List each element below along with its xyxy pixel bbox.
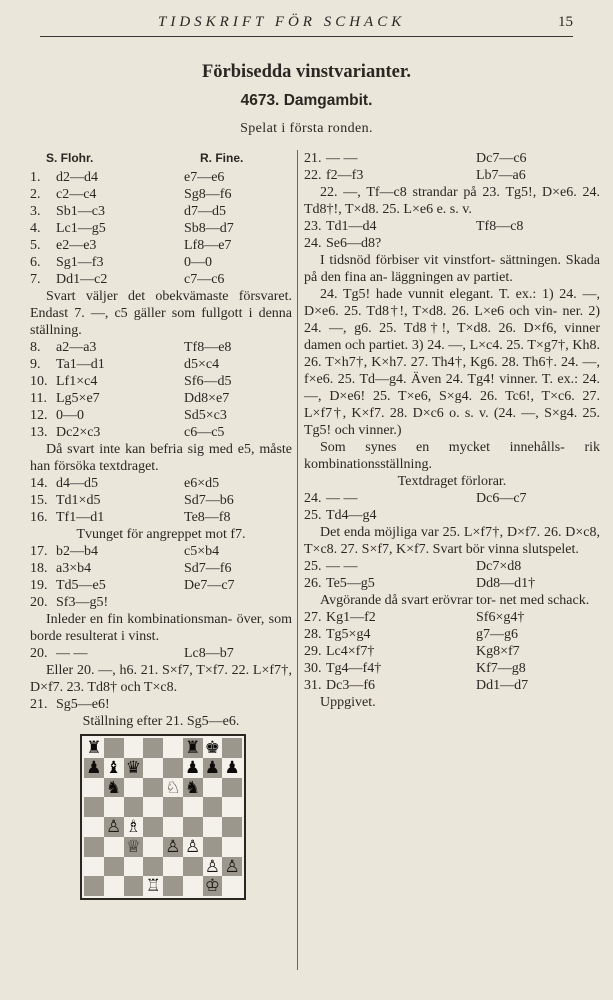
move-number: 2. bbox=[30, 187, 41, 202]
move-row bbox=[30, 594, 292, 611]
white-move: — — bbox=[326, 151, 358, 166]
black-move: Dd8×e7 bbox=[184, 391, 230, 406]
caption: Textdraget förlorar. bbox=[397, 474, 507, 489]
board-square bbox=[163, 738, 183, 758]
move-number: 24. bbox=[304, 236, 322, 251]
move-row bbox=[30, 645, 292, 662]
white-move: Tf1—d1 bbox=[56, 510, 105, 525]
board-square bbox=[222, 837, 242, 857]
board-square bbox=[203, 778, 223, 798]
annotation-line: Då svart inte kan befria sig med bbox=[46, 442, 233, 457]
black-move: c6—c5 bbox=[184, 425, 225, 440]
chess-piece-icon: ♜ bbox=[185, 738, 201, 758]
white-move: e2—e3 bbox=[56, 238, 97, 253]
chess-piece-icon: ♕ bbox=[125, 836, 141, 857]
black-move: De7—c7 bbox=[184, 578, 235, 593]
board-square bbox=[222, 797, 242, 817]
annotation-line: Avgörande då svart erövrar tor- bbox=[320, 593, 496, 608]
move-row bbox=[30, 696, 292, 713]
chess-piece-icon: ♙ bbox=[185, 836, 201, 857]
move-row bbox=[30, 237, 292, 254]
annotation-line: T. ex.: 1) 24. —, D×e6. 25. bbox=[304, 287, 601, 319]
board-square bbox=[124, 738, 144, 758]
annotation-line: T×f7. 22. L×f7†, D×f7. 23. bbox=[30, 663, 293, 695]
black-move: Tf8—e8 bbox=[184, 340, 232, 355]
black-move: Dc7×d8 bbox=[476, 559, 522, 574]
move-row bbox=[304, 167, 600, 184]
white-move: Lc1—g5 bbox=[56, 221, 106, 236]
move-row bbox=[30, 220, 292, 237]
annotation-paragraph bbox=[304, 524, 600, 558]
white-move: 0—0 bbox=[56, 408, 84, 423]
board-square bbox=[124, 876, 144, 896]
chess-piece-icon: ♙ bbox=[224, 856, 240, 877]
move-row bbox=[30, 492, 292, 509]
caption: Ställning efter 21. Sg5—e6. bbox=[82, 714, 240, 729]
white-move: Td4—g4 bbox=[326, 508, 377, 523]
board-square bbox=[163, 797, 183, 817]
black-move: e7—e6 bbox=[184, 170, 225, 185]
board-square bbox=[84, 857, 104, 877]
black-move: Te8—f8 bbox=[184, 510, 231, 525]
chess-piece-icon: ♙ bbox=[165, 836, 181, 857]
black-move bbox=[184, 594, 292, 611]
white-move: Ta1—d1 bbox=[56, 357, 105, 372]
move-row bbox=[304, 643, 600, 660]
board-square bbox=[104, 857, 124, 877]
move-row bbox=[30, 356, 292, 373]
move-number: 10. bbox=[30, 374, 48, 389]
white-move: Td1—d4 bbox=[326, 219, 377, 234]
move-row bbox=[30, 475, 292, 492]
move-number: 8. bbox=[30, 340, 41, 355]
board-square bbox=[84, 797, 104, 817]
white-move: a2—a3 bbox=[56, 340, 97, 355]
move-number: 21. bbox=[304, 151, 322, 166]
annotation-paragraph bbox=[30, 611, 292, 645]
annotation-line: 27. Th4†, Kg6. 28. Th6†. 24. —, bbox=[410, 355, 601, 370]
annotation-line: försvaret. Endast 7. —, c5 gäller bbox=[30, 289, 292, 321]
black-move: Sd7—f6 bbox=[184, 561, 232, 576]
white-move: d2—d4 bbox=[56, 170, 98, 185]
annotation-line: e5, måste han försöka textdraget. bbox=[30, 442, 293, 474]
white-move: Se6—d8? bbox=[326, 236, 382, 251]
chess-piece-icon: ♟ bbox=[204, 757, 220, 778]
white-move: Lg5×e7 bbox=[56, 391, 100, 406]
chess-piece-icon: ♛ bbox=[125, 757, 141, 778]
board-square bbox=[104, 837, 124, 857]
move-number: 22. bbox=[304, 168, 322, 183]
move-number: 27. bbox=[304, 610, 322, 625]
chess-piece-icon: ♗ bbox=[125, 817, 141, 837]
annotation-paragraph bbox=[30, 441, 292, 475]
board-square bbox=[163, 857, 183, 877]
annotation-line: 25. Tg5! och vinner.) bbox=[304, 406, 601, 438]
white-move: f2—f3 bbox=[326, 168, 364, 183]
white-move: Lc4×f7† bbox=[326, 644, 375, 659]
black-move: Sd7—b6 bbox=[184, 493, 234, 508]
board-square bbox=[222, 817, 242, 837]
annotation-line: D×e6! 25. T×e6, S×g4. 26. bbox=[329, 389, 498, 404]
move-number: 16. bbox=[30, 510, 48, 525]
move-row bbox=[30, 373, 292, 390]
board-square bbox=[84, 837, 104, 857]
black-move: Dd1—d7 bbox=[476, 678, 529, 693]
chess-piece-icon: ♝ bbox=[106, 757, 122, 778]
annotation-paragraph bbox=[304, 286, 600, 439]
black-move: g7—g6 bbox=[476, 627, 518, 642]
annotation-line: 24. Tg5! hade vunnit elegant. bbox=[320, 287, 494, 302]
annotation-line: Tg4! vinner. T. ex.: 24. —, bbox=[304, 372, 600, 404]
board-square bbox=[143, 797, 163, 817]
move-number: 3. bbox=[30, 204, 41, 219]
white-move: Tg5×g4 bbox=[326, 627, 371, 642]
move-number: 30. bbox=[304, 661, 322, 676]
move-number: 13. bbox=[30, 425, 48, 440]
annotation-line: sättningen. Skada på den fina an- bbox=[304, 253, 601, 285]
move-number: 7. bbox=[30, 272, 41, 287]
game-number: 4673. bbox=[240, 92, 280, 109]
annotation-line: rik kombinationsställning. bbox=[304, 440, 600, 472]
black-move: 0—0 bbox=[184, 255, 212, 270]
white-move: Sg5—e6! bbox=[56, 697, 110, 712]
annotation-line: Uppgivet. bbox=[320, 695, 376, 710]
annotation-paragraph bbox=[304, 184, 600, 218]
move-number: 1. bbox=[30, 170, 41, 185]
board-square bbox=[104, 738, 124, 758]
move-row bbox=[304, 677, 600, 694]
move-number: 17. bbox=[30, 544, 48, 559]
black-move: Sf6—d5 bbox=[184, 374, 232, 389]
move-row bbox=[30, 424, 292, 441]
running-title: TIDSKRIFT FÖR SCHACK bbox=[158, 14, 406, 30]
move-row bbox=[304, 507, 600, 524]
white-move: c2—c4 bbox=[56, 187, 97, 202]
white-move: Td1×d5 bbox=[56, 493, 101, 508]
move-row bbox=[304, 575, 600, 592]
board-square bbox=[222, 738, 242, 758]
white-move: a3×b4 bbox=[56, 561, 92, 576]
move-number: 26. bbox=[304, 576, 322, 591]
black-move: c7—c6 bbox=[184, 272, 225, 287]
page-number: 15 bbox=[558, 14, 573, 30]
board-square bbox=[84, 817, 104, 837]
black-move: Lb7—a6 bbox=[476, 168, 526, 183]
game-subtitle: Spelat i första ronden. bbox=[240, 121, 373, 136]
white-player: S. Flohr. bbox=[46, 151, 94, 165]
move-number: 15. bbox=[30, 493, 48, 508]
move-number: 23. bbox=[304, 219, 322, 234]
move-row bbox=[304, 218, 600, 235]
chess-piece-icon: ♚ bbox=[204, 738, 220, 758]
annotation-paragraph bbox=[304, 694, 600, 711]
move-row bbox=[30, 339, 292, 356]
white-move: Dd1—c2 bbox=[56, 272, 108, 287]
board-square bbox=[84, 876, 104, 896]
chess-board bbox=[84, 738, 242, 896]
black-move: Sf6×g4† bbox=[476, 610, 525, 625]
chess-piece-icon: ♙ bbox=[106, 817, 122, 837]
board-square bbox=[124, 778, 144, 798]
chess-piece-icon: ♘ bbox=[165, 777, 181, 798]
white-move: Sg1—f3 bbox=[56, 255, 104, 270]
black-move: d5×c4 bbox=[184, 357, 220, 372]
move-row bbox=[304, 235, 600, 252]
black-move: Dc6—c7 bbox=[476, 491, 527, 506]
move-row bbox=[30, 390, 292, 407]
move-number: 19. bbox=[30, 578, 48, 593]
board-square bbox=[183, 797, 203, 817]
chess-piece-icon: ♜ bbox=[86, 738, 102, 758]
move-row bbox=[30, 407, 292, 424]
board-square bbox=[124, 797, 144, 817]
black-move bbox=[476, 235, 600, 252]
page-header bbox=[40, 12, 573, 38]
board-square bbox=[143, 837, 163, 857]
annotation-line: Td8†!, T×d8. 26. L×e6 och vin- bbox=[366, 304, 558, 319]
board-square bbox=[203, 817, 223, 837]
caption: Tvunget för angreppet mot f7. bbox=[76, 527, 246, 542]
annotation-line: 25. L×e6 e. s. v. bbox=[382, 202, 472, 217]
black-move: Tf8—c8 bbox=[476, 219, 524, 234]
annotation-line: läggningen av partiet. bbox=[391, 270, 513, 285]
annotation-line: Tg5!, D×e6. 24. Td8†!, T×d8. bbox=[304, 185, 600, 217]
black-move: Sb8—d7 bbox=[184, 221, 234, 236]
black-player: R. Fine. bbox=[200, 151, 244, 165]
board-square bbox=[203, 837, 223, 857]
board-square bbox=[104, 797, 124, 817]
annotation-line: 28. D×c6 o. s. v. (24. —, S×g4. bbox=[389, 406, 578, 421]
board-square bbox=[143, 758, 163, 778]
white-move: — — bbox=[326, 491, 358, 506]
black-move: c5×b4 bbox=[184, 544, 220, 559]
move-number: 28. bbox=[304, 627, 322, 642]
annotation-line: slutspelet. bbox=[522, 542, 579, 557]
board-square bbox=[183, 876, 203, 896]
move-row bbox=[30, 509, 292, 526]
move-number: 25. bbox=[304, 508, 322, 523]
white-move: Dc2×c3 bbox=[56, 425, 101, 440]
black-move: Kf7—g8 bbox=[476, 661, 526, 676]
black-move: Kg8×f7 bbox=[476, 644, 520, 659]
annotation-line: L×f7†, D×f7. 26. D×c8, T×c8. bbox=[304, 525, 601, 557]
board-square bbox=[203, 797, 223, 817]
move-row bbox=[30, 169, 292, 186]
chess-piece-icon: ♞ bbox=[106, 777, 122, 798]
board-square bbox=[222, 876, 242, 896]
chess-piece-icon: ♟ bbox=[224, 757, 240, 778]
annotation-line: Eller 20. —, h6. 21. S×f7, bbox=[46, 663, 193, 678]
annotation-line: 27. S×f7, K×f7. Svart bör vinna bbox=[340, 542, 520, 557]
board-square bbox=[143, 778, 163, 798]
annotation-paragraph bbox=[30, 662, 292, 696]
annotation-paragraph bbox=[304, 252, 600, 286]
white-move: — — bbox=[56, 646, 88, 661]
black-move: Lc8—b7 bbox=[184, 646, 234, 661]
board-square bbox=[84, 778, 104, 798]
annotation-line: Td8† och T×c8. bbox=[87, 680, 178, 695]
white-move: — — bbox=[326, 559, 358, 574]
left-column bbox=[30, 150, 292, 900]
move-number: 20. bbox=[30, 595, 48, 610]
move-number: 6. bbox=[30, 255, 41, 270]
annotation-line: ner. 2) 24. —, g6. 25. Td8†!, bbox=[304, 304, 600, 336]
move-number: 4. bbox=[30, 221, 41, 236]
header-rule bbox=[40, 36, 573, 37]
move-number: 12. bbox=[30, 408, 48, 423]
move-number: 29. bbox=[304, 644, 322, 659]
move-row bbox=[304, 558, 600, 575]
black-move bbox=[184, 696, 292, 713]
annotation-line: och partiet. 3) 24. —, L×c4. 25. bbox=[345, 338, 524, 353]
annotation-line: T×g7†, Kh8. 26. T×h7†, K×h7. bbox=[304, 338, 600, 370]
board-square bbox=[124, 857, 144, 877]
chess-piece-icon: ♟ bbox=[185, 757, 201, 778]
board-square bbox=[163, 758, 183, 778]
annotation-line: Inleder en fin kombinationsman- bbox=[46, 612, 233, 627]
move-row bbox=[30, 254, 292, 271]
game-opening: Damgambit. bbox=[283, 92, 373, 109]
board-square bbox=[143, 817, 163, 837]
board-square bbox=[143, 738, 163, 758]
move-row bbox=[304, 490, 600, 507]
annotation-line: 22. —, Tf—c8 strandar på 23. bbox=[320, 185, 500, 200]
move-number: 20. bbox=[30, 646, 48, 661]
black-move: Lf8—e7 bbox=[184, 238, 232, 253]
white-move: Te5—g5 bbox=[326, 576, 375, 591]
annotation-paragraph bbox=[304, 592, 600, 609]
annotation-line: som fullgott i denna ställning. bbox=[30, 306, 293, 338]
move-row bbox=[30, 577, 292, 594]
move-row bbox=[30, 560, 292, 577]
article-title: Förbisedda vinstvarianter. bbox=[202, 62, 411, 82]
move-row bbox=[304, 609, 600, 626]
move-number: 25. bbox=[304, 559, 322, 574]
move-number: 31. bbox=[304, 678, 322, 693]
move-row bbox=[30, 543, 292, 560]
board-square bbox=[163, 817, 183, 837]
column-divider bbox=[297, 150, 298, 970]
annotation-paragraph bbox=[30, 288, 292, 339]
annotation-line: Svart väljer det obekvämaste bbox=[46, 289, 229, 304]
annotation-line: f×e6. 25. Td—g4. Även 24. bbox=[304, 372, 464, 387]
annotation-line: Tc6!, T×c6. 27. L×f7†, K×f7. bbox=[304, 389, 601, 421]
move-row bbox=[30, 271, 292, 288]
move-row bbox=[304, 626, 600, 643]
black-move: d7—d5 bbox=[184, 204, 226, 219]
move-row bbox=[304, 660, 600, 677]
black-move: Dc7—c6 bbox=[476, 151, 527, 166]
white-move: Sf3—g5! bbox=[56, 595, 109, 610]
white-move: Kg1—f2 bbox=[326, 610, 376, 625]
black-move: Sd5×c3 bbox=[184, 408, 227, 423]
move-number: 9. bbox=[30, 357, 41, 372]
board-square bbox=[104, 876, 124, 896]
black-move: e6×d5 bbox=[184, 476, 220, 491]
white-move: d4—d5 bbox=[56, 476, 98, 491]
white-move: Tg4—f4† bbox=[326, 661, 382, 676]
move-row bbox=[304, 150, 600, 167]
move-number: 14. bbox=[30, 476, 48, 491]
annotation-line: I tidsnöd förbiser vit vinstfort- bbox=[320, 253, 496, 268]
board-square bbox=[222, 778, 242, 798]
white-move: b2—b4 bbox=[56, 544, 98, 559]
right-column bbox=[304, 150, 600, 711]
players-header bbox=[30, 150, 292, 167]
black-move bbox=[476, 507, 600, 524]
chess-piece-icon: ♟ bbox=[86, 757, 102, 778]
board-square bbox=[183, 817, 203, 837]
chess-piece-icon: ♙ bbox=[204, 856, 220, 877]
annotation-line: T×d8. 26. D×f6, vinner damen bbox=[304, 321, 600, 353]
white-move: Dc3—f6 bbox=[326, 678, 375, 693]
annotation-line: över, som borde resulterat i vinst. bbox=[30, 612, 293, 644]
white-move: Lf1×c4 bbox=[56, 374, 98, 389]
annotation-line: net med schack. bbox=[499, 593, 590, 608]
board-square bbox=[183, 857, 203, 877]
annotation-line: Det enda möjliga var 25. bbox=[320, 525, 461, 540]
annotation-paragraph bbox=[304, 439, 600, 473]
board-square bbox=[143, 857, 163, 877]
move-number: 5. bbox=[30, 238, 41, 253]
chess-diagram bbox=[80, 734, 246, 900]
board-square bbox=[163, 876, 183, 896]
move-number: 24. bbox=[304, 491, 322, 506]
black-move: Sg8—f6 bbox=[184, 187, 232, 202]
move-row bbox=[30, 186, 292, 203]
move-number: 18. bbox=[30, 561, 48, 576]
move-number: 21. bbox=[30, 697, 48, 712]
black-move: Dd8—d1† bbox=[476, 576, 536, 591]
chess-piece-icon: ♖ bbox=[145, 876, 161, 897]
chess-piece-icon: ♞ bbox=[185, 777, 201, 798]
annotation-line: Som synes en mycket innehålls- bbox=[320, 440, 565, 455]
white-move: Td5—e5 bbox=[56, 578, 106, 593]
chess-piece-icon: ♔ bbox=[204, 876, 220, 897]
move-row bbox=[30, 203, 292, 220]
game-heading bbox=[0, 92, 613, 110]
white-move: Sb1—c3 bbox=[56, 204, 105, 219]
move-number: 11. bbox=[30, 391, 47, 406]
